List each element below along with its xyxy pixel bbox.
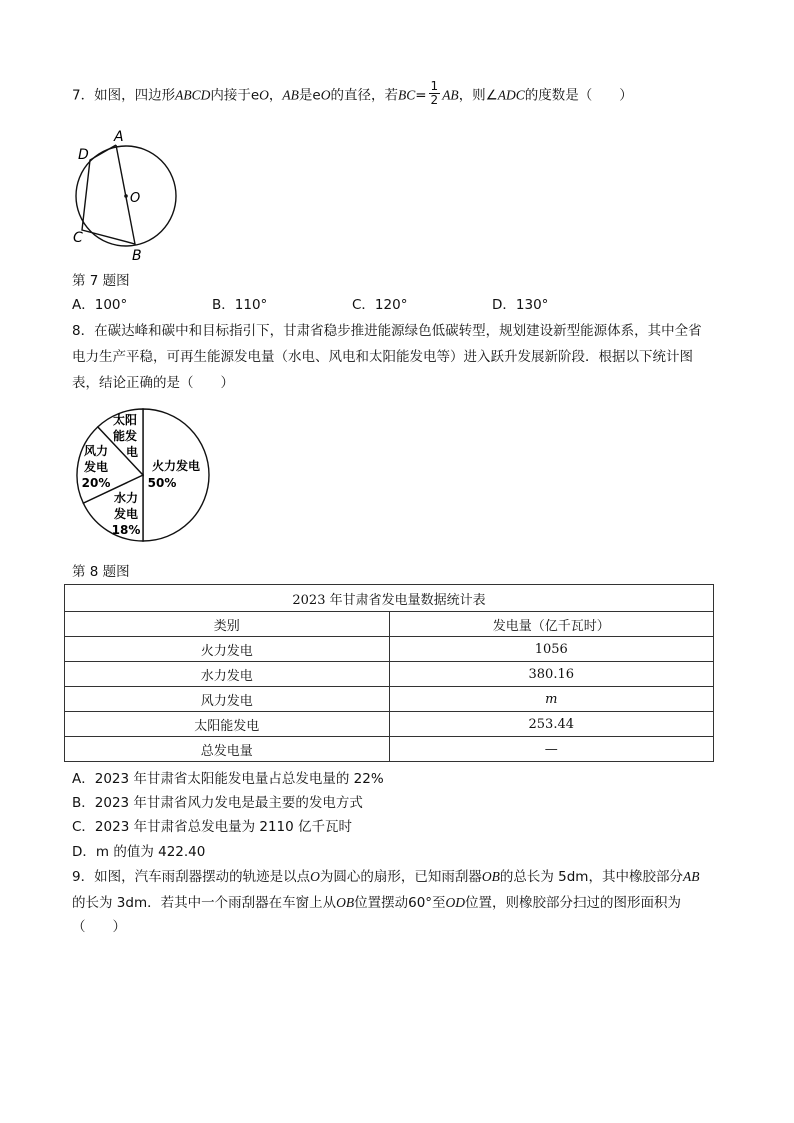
q7-text-part: 的度数是（ ） xyxy=(524,87,633,104)
q7-fraction xyxy=(429,80,441,107)
q9-angle: 60° xyxy=(408,895,433,911)
label-b: B xyxy=(132,248,142,264)
q9-text-part: 位置，则橡胶部分扫过的图形面积为 xyxy=(465,895,682,911)
table-row xyxy=(65,662,714,687)
label-o: O xyxy=(130,191,141,206)
table-cell-amount: 380.16 xyxy=(389,662,714,687)
pie-label-wind-line: 风力 xyxy=(83,444,109,458)
table-header-category: 类别 xyxy=(65,612,390,637)
q7-ab: AB xyxy=(442,87,459,103)
pie-label-thermal-line: 火力发电 xyxy=(151,459,201,473)
center-point xyxy=(124,194,128,198)
question-7-text xyxy=(72,79,633,109)
quadrilateral-abcd xyxy=(82,145,135,244)
q7-equals: = xyxy=(415,87,427,104)
q7-option-d: D．130° xyxy=(492,297,549,313)
table-cell-amount: 253.44 xyxy=(389,712,714,737)
fraction-numerator: 1 xyxy=(430,79,439,93)
q8-option-c: C．2023 年甘肃省总发电量为 2110 亿千瓦时 xyxy=(72,819,353,835)
q7-text-part: 内接于e xyxy=(210,87,260,104)
table-cell-amount: 1056 xyxy=(389,637,714,662)
q7-option-a: A．100° xyxy=(72,297,128,313)
q8-text-line-1: 8．在碳达峰和碳中和目标指引下，甘肃省稳步推进能源绿色低碳转型，规划建设新型能源体系，其中全省 xyxy=(72,323,702,339)
q9-text-part: 的总长为 5dm，其中橡胶部分 xyxy=(499,869,683,885)
q9-ob: OB xyxy=(481,869,500,884)
pie-label-wind-line: 发电 xyxy=(83,460,109,474)
table-row xyxy=(65,737,714,762)
q9-text-line-1 xyxy=(72,868,699,886)
q7-text-part: 的直径，若 xyxy=(330,87,398,104)
pie-label-solar-line: 能发 xyxy=(112,429,138,443)
table-title-row xyxy=(65,585,714,612)
pie-label-hydro-line: 水力 xyxy=(113,491,139,505)
pie-label-thermal-line: 50% xyxy=(147,476,177,490)
q9-text-part: 为圆心的扇形，已知雨刮器 xyxy=(319,869,482,885)
pie-label-wind xyxy=(82,443,111,490)
q9-od: OD xyxy=(445,895,466,910)
table-cell-category: 风力发电 xyxy=(65,687,390,712)
table-cell-amount: — xyxy=(389,737,714,762)
pie-label-solar-line: 太阳 xyxy=(112,413,138,427)
q8-figure-caption: 第 8 题图 xyxy=(72,564,130,580)
q7-option-b: B．110° xyxy=(212,297,268,313)
table-row xyxy=(65,687,714,712)
q8-option-d: D．m 的值为 422.40 xyxy=(72,844,206,860)
table-header-amount: 发电量（亿千瓦时） xyxy=(389,612,714,637)
label-c: C xyxy=(73,230,83,246)
q9-text-part: 位置摆动 xyxy=(354,895,409,911)
q7-adc: ADC xyxy=(497,87,525,103)
q7-ab: AB xyxy=(282,87,299,103)
table-header-row xyxy=(65,612,714,637)
table-cell-category: 总发电量 xyxy=(65,737,390,762)
q8-option-a: A．2023 年甘肃省太阳能发电量占总发电量的 22% xyxy=(72,771,384,787)
q8-option-b: B．2023 年甘肃省风力发电是最主要的发电方式 xyxy=(72,795,363,811)
table-row xyxy=(65,712,714,737)
pie-label-hydro xyxy=(112,490,141,537)
q9-text-line-3: （ ） xyxy=(72,919,126,935)
table-title: 2023 年甘肃省发电量数据统计表 xyxy=(65,585,714,612)
pie-slice-thermal xyxy=(143,409,209,541)
q7-figure-caption: 第 7 题图 xyxy=(72,273,130,289)
table-cell-category: 火力发电 xyxy=(65,637,390,662)
pie-label-wind-line: 20% xyxy=(81,476,111,490)
pie-label-hydro-line: 发电 xyxy=(113,507,139,521)
label-d: D xyxy=(78,147,89,163)
q9-text-part: 的长为 3dm．若其中一个雨刮器在车窗上从 xyxy=(72,895,337,911)
table-cell-amount: m xyxy=(389,687,714,712)
q7-abcd: ABCD xyxy=(175,87,211,103)
q8-text-line-3: 表，结论正确的是（ ） xyxy=(72,375,234,391)
q9-text-part: 至 xyxy=(432,895,446,911)
table-cell-category: 水力发电 xyxy=(65,662,390,687)
q7-text-part: ， xyxy=(268,87,283,104)
q7-o: O xyxy=(259,87,269,103)
q7-text-part: ，则∠ xyxy=(458,87,498,104)
q8-text-line-2: 电力生产平稳，可再生能源发电量（水电、风电和太阳能发电等）进入跃升发展新阶段．根据以下统计图 xyxy=(72,349,693,365)
q7-bc: BC xyxy=(397,87,416,103)
label-a: A xyxy=(114,129,124,145)
q9-text-part: 9．如图，汽车雨刮器摆动的轨迹是以点 xyxy=(72,869,311,885)
q7-option-c: C．120° xyxy=(352,297,408,313)
q8-pie-chart xyxy=(72,402,214,550)
fraction-denominator: 2 xyxy=(430,93,439,107)
q8-statistics-table xyxy=(64,584,714,762)
q7-circle-figure xyxy=(66,124,186,266)
pie-slices xyxy=(77,409,209,541)
pie-label-solar-line: 电 xyxy=(125,445,139,459)
q9-text-line-2 xyxy=(72,894,681,912)
q9-o: O xyxy=(310,869,320,884)
q7-text-part: 7．如图，四边形 xyxy=(72,87,176,104)
q9-ob: OB xyxy=(336,895,355,910)
pie-label-hydro-line: 18% xyxy=(111,523,141,537)
table-cell-category: 太阳能发电 xyxy=(65,712,390,737)
q7-o: O xyxy=(320,87,331,103)
table-row xyxy=(65,637,714,662)
q7-text-part: 是e xyxy=(298,87,321,104)
q9-ab: AB xyxy=(682,869,700,884)
